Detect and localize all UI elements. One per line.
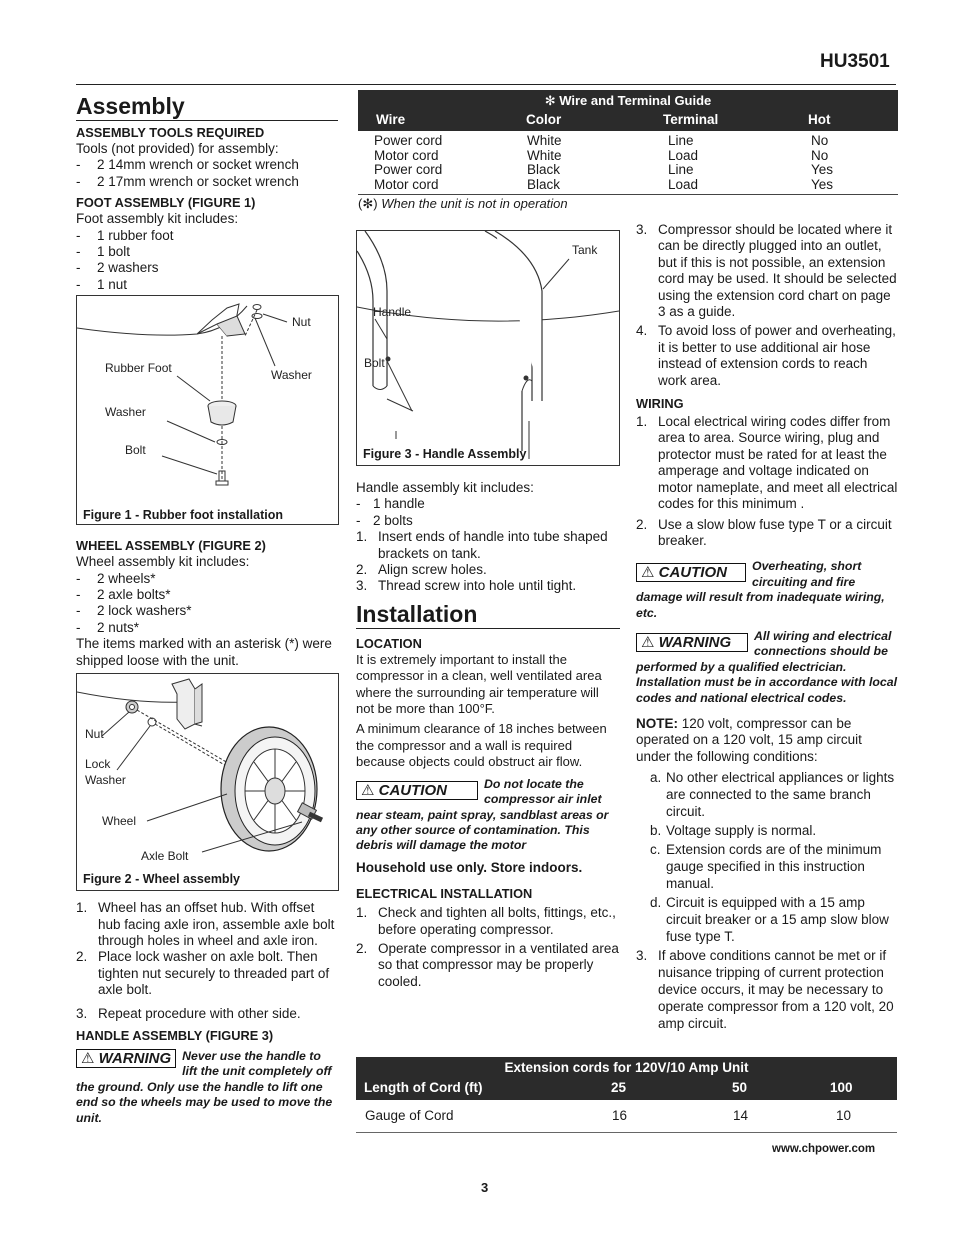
location-paragraph-1: It is extremely important to install the compressor in a clean, well ventilated area where the surrounding air temperature will not be more than 100°F. bbox=[356, 651, 602, 717]
electrical-steps bbox=[356, 905, 620, 990]
wire-table-note: (✻) When the unit is not in operation bbox=[358, 194, 898, 212]
handle-kit-steps bbox=[356, 529, 620, 595]
fig2-label-wheel: Wheel bbox=[102, 814, 137, 829]
tools-heading: ASSEMBLY TOOLS REQUIRED bbox=[76, 125, 265, 140]
fig3-label-handle: Handle bbox=[373, 305, 412, 319]
ext-table-title: Extension cords for 120V/10 Amp Unit bbox=[504, 1060, 749, 1075]
ext-table-header: 25 bbox=[611, 1080, 627, 1095]
fig1-label-nut: Nut bbox=[292, 315, 311, 330]
wheel-list bbox=[76, 571, 338, 637]
list-item: - 2 17mm wrench or socket wrench bbox=[76, 174, 338, 190]
fig1-label-washer: Washer bbox=[105, 405, 146, 420]
installation-title: Installation bbox=[356, 600, 620, 629]
wire-terminal-table bbox=[358, 90, 898, 213]
fig2-label-washer: Washer bbox=[85, 773, 126, 788]
list-item: 2. Operate compressor in a ventilated area so that compressor may be properly cooled. bbox=[356, 940, 619, 989]
fig1-label-bolt: Bolt bbox=[125, 443, 146, 458]
list-item: 2. Align screw holes. bbox=[356, 562, 487, 578]
location-caution bbox=[356, 777, 620, 854]
wire-table-header: Terminal bbox=[663, 112, 719, 127]
final-step bbox=[636, 947, 898, 1032]
list-item: - 1 bolt bbox=[76, 244, 338, 260]
wire-table-header: Hot bbox=[808, 112, 831, 127]
fig2-caption: Figure 2 - Wheel assembly bbox=[83, 872, 240, 887]
list-item: 3. Thread screw into hole until tight. bbox=[356, 578, 577, 594]
figure-2 bbox=[76, 673, 339, 891]
wire-table-body bbox=[374, 134, 833, 192]
list-item: - 2 washers bbox=[76, 260, 338, 276]
list-item: 3. If above conditions cannot be met or if nuisance tripping of current protection device occurs, it may be necessary to operate compressor from a 120 volt, 20 amp circuit. bbox=[636, 948, 894, 1032]
fig2-label-axle-bolt: Axle Bolt bbox=[141, 849, 189, 864]
list-item: b. Voltage supply is normal. bbox=[650, 823, 817, 839]
fig1-caption: Figure 1 - Rubber foot installation bbox=[83, 508, 283, 523]
table-row: Power cord Black Line Yes bbox=[374, 162, 834, 178]
list-item: - 1 nut bbox=[76, 277, 338, 293]
list-item: 3. Repeat procedure with other side. bbox=[76, 1005, 301, 1021]
wheel-heading: WHEEL ASSEMBLY (FIGURE 2) bbox=[76, 538, 266, 554]
location-steps bbox=[636, 222, 898, 389]
wheel-note: The items marked with an asterisk (*) were shipped loose with the unit. bbox=[76, 636, 332, 668]
list-item: 1. Check and tighten all bolts, fittings, etc., before operating compressor. bbox=[356, 905, 616, 937]
fig3-caption: Figure 3 - Handle Assembly bbox=[363, 447, 527, 461]
tools-list bbox=[76, 157, 338, 190]
wiring-warning bbox=[636, 629, 898, 706]
foot-list bbox=[76, 228, 338, 294]
list-item: - 1 handle bbox=[356, 496, 620, 512]
list-item: - 2 wheels* bbox=[76, 571, 338, 587]
list-item: a. No other electrical appliances or lights are connected to the same branch circuit. bbox=[650, 770, 895, 820]
warning-badge: ⚠ WARNING bbox=[636, 633, 748, 652]
assembly-title: Assembly bbox=[76, 92, 338, 121]
list-item: - 2 14mm wrench or socket wrench bbox=[76, 157, 338, 173]
wiring-caution bbox=[636, 559, 898, 621]
location-heading: LOCATION bbox=[356, 635, 422, 651]
wire-table-title: ✻ Wire and Terminal Guide bbox=[544, 93, 712, 108]
fig2-label-nut: Nut bbox=[85, 727, 104, 742]
model-number: HU3501 bbox=[820, 51, 890, 72]
list-item: 1. Insert ends of handle into tube shaped brackets on tank. bbox=[356, 529, 608, 561]
installation-column bbox=[356, 230, 620, 990]
handle-illustration bbox=[357, 231, 619, 463]
list-item: - 2 bolts bbox=[356, 513, 620, 529]
ext-table-header: 100 bbox=[830, 1080, 853, 1095]
wire-table-header: Wire bbox=[376, 112, 406, 127]
handle-heading: HANDLE ASSEMBLY (FIGURE 3) bbox=[76, 1027, 274, 1043]
header-rule bbox=[76, 84, 896, 85]
list-item: - 2 nuts* bbox=[76, 620, 338, 636]
household-notice: Household use only. Store indoors. bbox=[356, 859, 583, 875]
foot-intro: Foot assembly kit includes: bbox=[76, 211, 239, 227]
wheel-intro: Wheel assembly kit includes: bbox=[76, 554, 250, 570]
figure-1 bbox=[76, 295, 339, 525]
figure-3 bbox=[356, 230, 620, 466]
fig3-label-bolt: Bolt bbox=[364, 356, 385, 370]
fig1-label-washer-top: Washer bbox=[271, 368, 312, 383]
handle-warning bbox=[76, 1049, 338, 1126]
wiring-heading: WIRING bbox=[636, 396, 684, 412]
handle-kit-list bbox=[356, 496, 620, 529]
wheel-steps bbox=[76, 900, 338, 1022]
list-item: - 2 lock washers* bbox=[76, 603, 338, 619]
list-item: 2. Use a slow blow fuse type T or a circuit breaker. bbox=[636, 516, 892, 548]
wiring-column bbox=[636, 222, 898, 1032]
footer-url: www.chpower.com bbox=[772, 1143, 876, 1155]
list-item: 4. To avoid loss of power and overheating, it is better to use additional air hose instead of extension cords to reach work area. bbox=[636, 323, 896, 388]
warning-badge: ⚠ WARNING bbox=[76, 1049, 176, 1068]
page-number: 3 bbox=[481, 1180, 489, 1195]
conditions-list bbox=[636, 769, 898, 945]
extension-cord-table bbox=[356, 1057, 897, 1133]
list-item: - 2 axle bolts* bbox=[76, 587, 338, 603]
caution-text: Do not locate the compressor air inlet near steam, paint spray, sandblast areas or any other source of contamination. This debris will damage the motor bbox=[356, 776, 609, 853]
warning-text: Never use the handle to lift the unit completely off the ground. Only use the handle to lift one end so the wheels may be used to move the unit. bbox=[76, 1048, 333, 1125]
caution-badge: ⚠ CAUTION bbox=[356, 781, 478, 800]
list-item: 3. Compressor should be located where it can be directly plugged into an outlet, but if this is not possible, an extension cord may be used. It should be selected using the extension cord chart on page 3 as a guide. bbox=[636, 222, 897, 320]
table-row: Power cord White Line No bbox=[374, 133, 829, 148]
table-row: Gauge of Cord 16 14 10 bbox=[356, 1100, 897, 1133]
list-item: c. Extension cords are of the minimum gauge specified in this instruction manual. bbox=[650, 842, 882, 892]
caution-badge: ⚠ CAUTION bbox=[636, 563, 746, 582]
caution-text: Overheating, short circuiting and fire damage will result from inadequate wiring, etc. bbox=[636, 559, 885, 620]
wheel-illustration bbox=[77, 674, 338, 864]
fig2-label-lock: Lock bbox=[85, 757, 111, 772]
warning-text: All wiring and electrical connections should be performed by a qualified electrician. Installation must be in accordance with local codes and national electrical codes. bbox=[636, 628, 898, 705]
note-paragraph: NOTE: 120 volt, compressor can be operated on a 120 volt, 15 amp circuit under the following conditions: bbox=[636, 715, 862, 764]
handle-kit-intro: Handle assembly kit includes: bbox=[356, 480, 534, 495]
table-row: Motor cord White Load No bbox=[374, 147, 829, 163]
wire-table-header: Color bbox=[526, 112, 562, 127]
list-item: - 1 rubber foot bbox=[76, 228, 338, 244]
assembly-column bbox=[76, 92, 338, 1126]
fig3-label-tank: Tank bbox=[572, 243, 598, 257]
electrical-heading: ELECTRICAL INSTALLATION bbox=[356, 886, 533, 902]
table-row: Motor cord Black Load Yes bbox=[374, 176, 834, 192]
location-paragraph-2: A minimum clearance of 18 inches between the compressor and a wall is required because objects could obstruct air flow. bbox=[356, 721, 607, 770]
foot-heading: FOOT ASSEMBLY (FIGURE 1) bbox=[76, 195, 256, 211]
ext-table-header: Length of Cord (ft) bbox=[364, 1080, 483, 1095]
tools-intro: Tools (not provided) for assembly: bbox=[76, 141, 279, 156]
list-item: 1. Wheel has an offset hub. With offset hub facing axle iron, assemble axle bolt through holes in wheel and axle iron. bbox=[76, 900, 335, 948]
ext-table-header: 50 bbox=[732, 1080, 748, 1095]
list-item: d. Circuit is equipped with a 15 amp circuit breaker or a 15 amp slow blow fuse type T. bbox=[650, 895, 889, 945]
wiring-steps bbox=[636, 414, 898, 549]
list-item: 1. Local electrical wiring codes differ from area to area. Source wiring, plug and protector must be rated for at least the amperage and voltage indicated on motor nameplate, and meet all electrical codes for this minimum . bbox=[636, 414, 898, 512]
list-item: 2. Place lock washer on axle bolt. Then tighten nut securely to threaded part of axle bolt. bbox=[76, 949, 330, 998]
fig1-label-rubber-foot: Rubber Foot bbox=[105, 361, 172, 376]
